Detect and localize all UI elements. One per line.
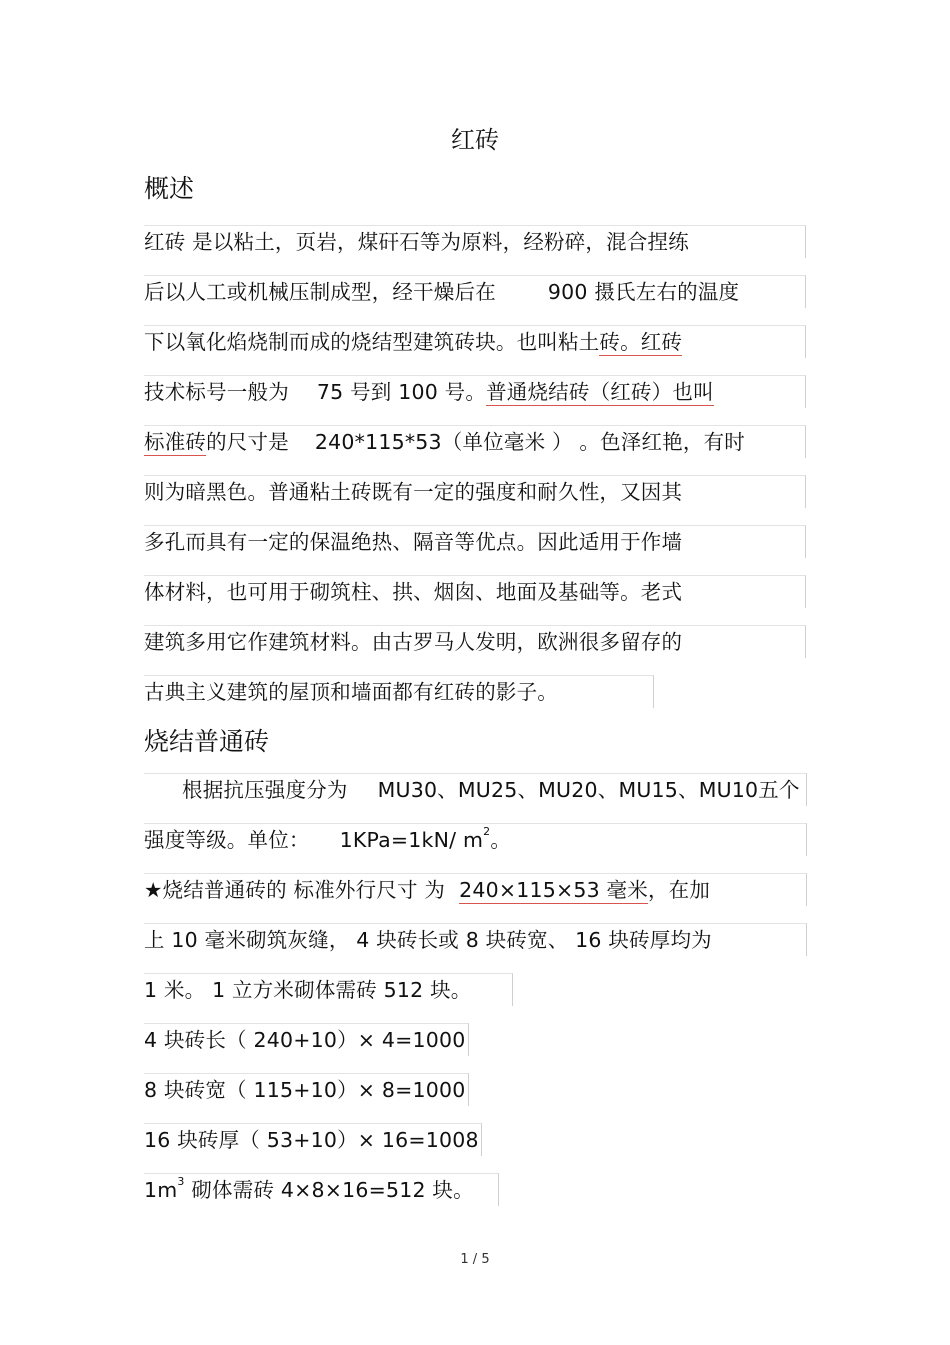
- text-span: 900 摄氏左右的温度: [547, 280, 740, 304]
- underlined-text: 240×115×53 毫米: [459, 878, 648, 902]
- overview-line-2: [144, 277, 739, 307]
- text-span: ★烧结普通砖的 标准外行尺寸 为: [144, 878, 446, 902]
- fired-line-1: [182, 775, 800, 805]
- overview-line-7: 多孔而具有一定的保温绝热、隔音等优点。因此适用于作墙: [144, 530, 683, 554]
- page-number: 1 / 5: [460, 1252, 490, 1267]
- section-heading-overview: 概述: [144, 174, 195, 203]
- text-span: 后以人工或机械压制成型，经干燥后在: [144, 280, 496, 304]
- fired-line-7: 8 块砖宽（ 115+10）× 8=1000: [144, 1078, 466, 1102]
- underlined-text: 普通烧结砖（红砖）也叫: [486, 380, 714, 404]
- overview-line-6: 则为暗黑色。普通粘土砖既有一定的强度和耐久性，又因其: [144, 480, 683, 504]
- text-span: 的尺寸是: [206, 430, 289, 454]
- text-span: 1m: [144, 1178, 178, 1202]
- text-span: 240*115*53（单位毫米 ） 。色泽红艳，有时: [314, 430, 745, 454]
- overview-line-5: [144, 427, 745, 457]
- superscript: 3: [177, 1175, 185, 1189]
- page-title: 红砖: [451, 126, 499, 154]
- underlined-text: 标准砖: [144, 430, 207, 454]
- overview-line-3: [144, 327, 682, 357]
- underlined-text: 砖。红砖: [599, 330, 683, 354]
- text-span: 技术标号一般为: [144, 380, 289, 404]
- overview-line-8: 体材料，也可用于砌筑柱、拱、烟囱、地面及基础等。老式: [144, 580, 683, 604]
- superscript: 2: [483, 825, 491, 839]
- overview-line-10: 古典主义建筑的屋顶和墙面都有红砖的影子。: [144, 680, 558, 704]
- fired-line-3: [144, 875, 710, 905]
- text-span: 根据抗压强度分为: [182, 778, 348, 802]
- overview-line-9: 建筑多用它作建筑材料。由古罗马人发明，欧洲很多留存的: [144, 630, 683, 654]
- fired-line-6: 4 块砖长（ 240+10）× 4=1000: [144, 1028, 466, 1052]
- text-span: MU30、MU25、MU20、MU15、MU10五个: [377, 778, 800, 802]
- overview-line-1: 红砖 是以粘土，页岩，煤矸石等为原料，经粉碎，混合捏练: [144, 230, 689, 254]
- text-span: 75 号到 100 号。: [316, 380, 487, 404]
- fired-line-4: 上 10 毫米砌筑灰缝， 4 块砖长或 8 块砖宽、 16 块砖厚均为: [144, 928, 712, 952]
- fired-line-9: [144, 1175, 474, 1205]
- text-span: 。: [490, 828, 512, 852]
- fired-line-8: 16 块砖厚（ 53+10）× 16=1008: [144, 1128, 479, 1152]
- text-span: 砌体需砖 4×8×16=512 块。: [184, 1178, 474, 1202]
- text-span: 强度等级。单位：: [144, 828, 310, 852]
- text-span: 1KPa=1kN/ m: [339, 828, 484, 852]
- text-span: 下以氧化焰烧制而成的烧结型建筑砖块。也叫粘土: [144, 330, 600, 354]
- text-span: ，在加: [647, 878, 711, 902]
- fired-line-5: 1 米。 1 立方米砌体需砖 512 块。: [144, 978, 472, 1002]
- section-heading-fired-brick: 烧结普通砖: [144, 727, 270, 756]
- overview-line-4: [144, 377, 714, 407]
- fired-line-2: [144, 825, 511, 855]
